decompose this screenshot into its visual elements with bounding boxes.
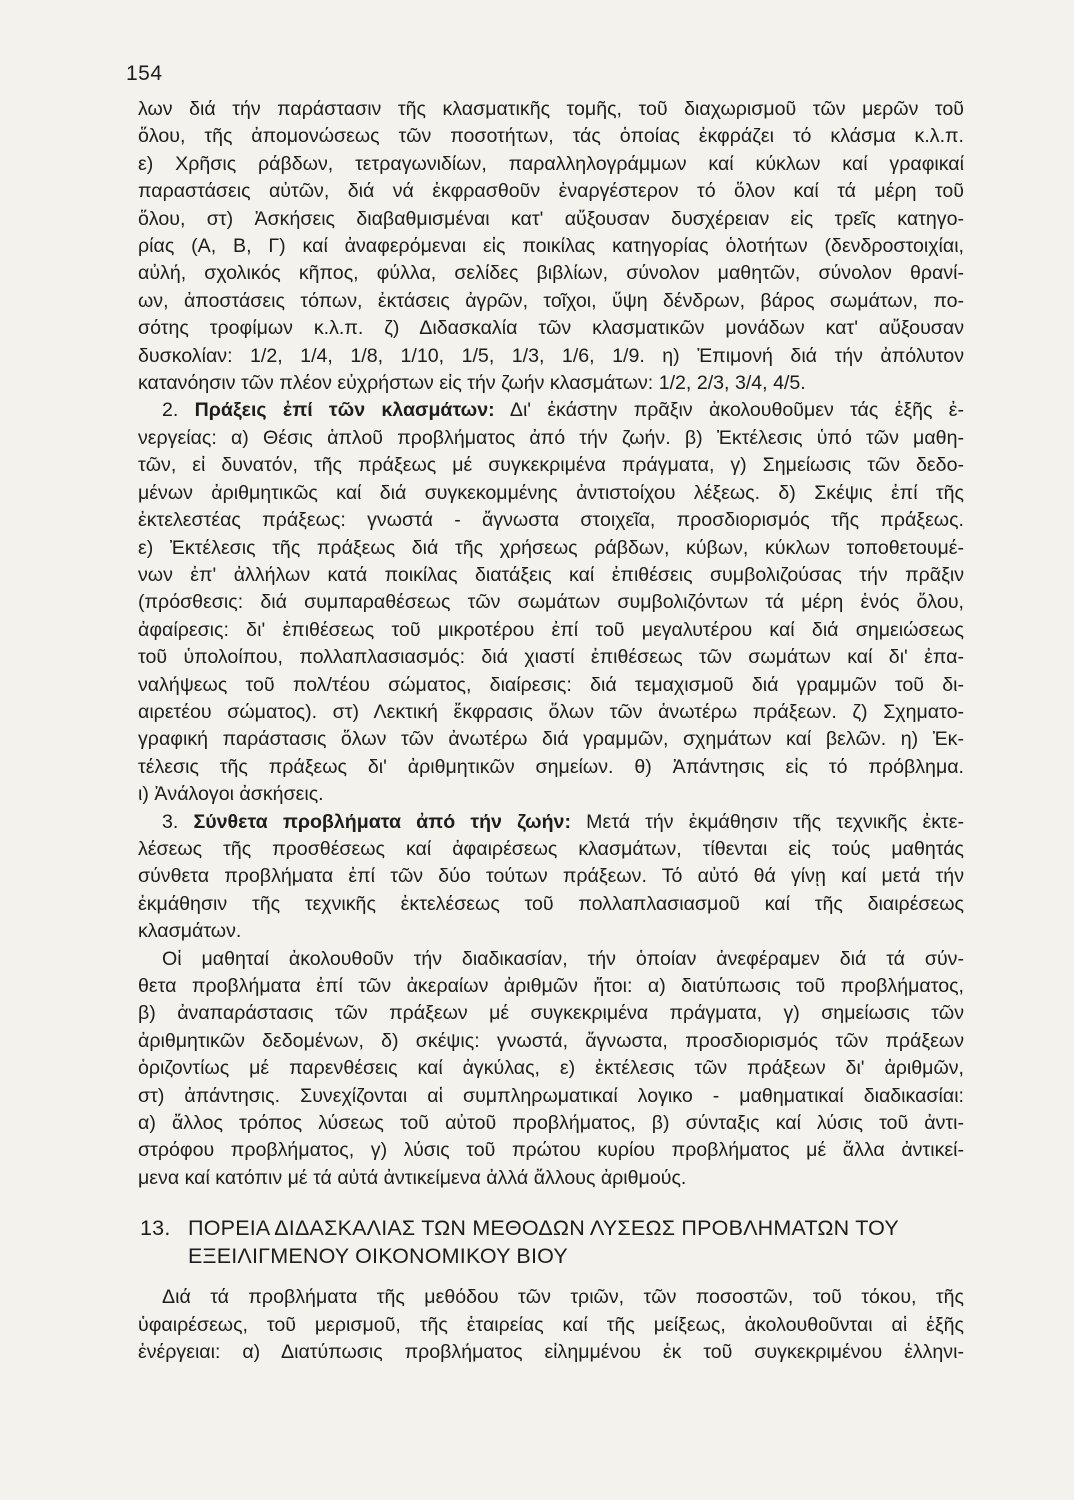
text-line: ἐκτελεστέας πράξεως: γνωστά - ἄγνωστα στοιχεῖα, προσδιορισμός τῆς πράξεως.	[138, 509, 964, 532]
text-line: ναλήψεως τοῦ πολ/τέου σώματος, διαίρεσις: διά τεμαχισμοῦ διά γραμμῶν τοῦ δι-	[138, 673, 964, 696]
text-line: ὅλου, στ) Ἀσκήσεις διαβαθμισμέναι κατ' αὔξουσαν δυσχέρειαν εἰς τρεῖς κατηγο-	[138, 207, 964, 230]
section-heading	[138, 1214, 964, 1270]
page-number: 154	[126, 62, 163, 85]
text-line: ἐκμάθησιν τῆς τεχνικῆς ἐκτελέσεως τοῦ πολλαπλασιασμοῦ καί τῆς διαιρέσεως	[138, 892, 964, 915]
text-line: κατανόησιν τῶν πλέον εὐχρήστων εἰς τήν ζωήν κλασμάτων: 1/2, 2/3, 3/4, 4/5.	[138, 372, 806, 395]
text-line: τέλεσις τῆς πράξεως δι' ἀριθμητικῶν σημείων. θ) Ἀπάντησις εἰς τό πρόβλημα.	[138, 755, 964, 778]
text-line: (πρόσθεσις: διά συμπαραθέσεως τῶν σωμάτων συμβολιζόντων τά μέρη ἑνός ὅλου,	[138, 591, 964, 614]
text-line: σότης τροφίμων κ.λ.π. ζ) Διδασκαλία τῶν κλασματικῶν μονάδων κατ' αὔξουσαν	[138, 317, 964, 340]
text-line: αιρετέου σώματος). στ) Λεκτική ἔκφρασις ὅλων τῶν ἀνωτέρω πράξεων. ζ) Σχηματο-	[138, 700, 964, 723]
text-line: λέσεως τῆς προσθέσεως καί ἀφαιρέσεως κλασμάτων, τίθενται εἰς τούς μαθητάς	[138, 837, 964, 860]
text-line: στ) ἀπάντησις. Συνεχίζονται αἱ συμπληρωματικαί λογικο - μαθηματικαί διαδικασίαι:	[138, 1084, 964, 1107]
paragraph-fractions-intro	[138, 96, 964, 397]
item-text: Μετά τήν ἐκμάθησιν τῆς τεχνικῆς ἐκτε-	[570, 810, 964, 833]
text-line: Οἱ μαθηταί ἀκολουθοῦν τήν διαδικασίαν, τήν ὁποίαν ἀνεφέραμεν διά τά σύν-	[162, 947, 964, 970]
text-line: στρόφου προβλήματος, γ) λύσις τοῦ πρώτου κυρίου προβλήματος μέ ἄλλα ἀντικεί-	[138, 1139, 964, 1162]
text-line: θετα προβλήματα ἐπί τῶν ἀκεραίων ἀριθμῶν ἤτοι: α) διατύπωσις τοῦ προβλήματος,	[138, 975, 964, 997]
section-spacer	[138, 1192, 964, 1214]
text-line: ρίας (Α, Β, Γ) καί ἀναφερόμεναι εἰς ποικίλας κατηγορίας ὁλοτήτων (δενδροστοιχίαι,	[138, 235, 964, 258]
text-line: νων ἐπ' ἀλλήλων κατά ποικίλας διατάξεις καί ἐπιθέσεις συμβολιζούσας τήν πρᾶξιν	[138, 563, 964, 586]
item-number: 2.	[162, 399, 179, 422]
text-line: ὑφαιρέσεως, τοῦ μερισμοῦ, τῆς ἑταιρείας καί τῆς μείξεως, ἀκολουθοῦνται αἱ ἑξῆς	[138, 1313, 964, 1336]
text-line: ἀφαίρεσις: δι' ἐπιθέσεως τοῦ μικροτέρου ἐπί τοῦ μεγαλυτέρου καί διά σημειώσεως	[138, 618, 964, 641]
text-line: σύνθετα προβλήματα ἐπί τῶν δύο τούτων πράξεων. Τό αὐτό θά γίνῃ καί μετά τήν	[138, 865, 964, 888]
text-line: λων διά τήν παράστασιν τῆς κλασματικῆς τομῆς, τοῦ διαχωρισμοῦ τῶν μερῶν τοῦ	[138, 98, 964, 120]
item-number: 3.	[162, 810, 179, 833]
text-line: ὁριζοντίως μέ παρενθέσεις καί ἀγκύλας, ε) ἐκτέλεσις τῶν πράξεων δι' ἀριθμῶν,	[138, 1057, 964, 1080]
paragraph-complex-problems	[138, 809, 964, 946]
text-line: ων, ἀποστάσεις τόπων, ἐκτάσεις ἀγρῶν, τοῖχοι, ὕψη δένδρων, βάρος σωμάτων, πο-	[138, 289, 964, 312]
paragraph-operations	[138, 397, 964, 808]
section-spacer	[138, 1270, 964, 1284]
text-line: μένων ἀριθμητικῶς καί διά συγκεκομμένης ἀντιστοίχου λέξεως. δ) Σκέψις ἐπί τῆς	[138, 481, 964, 504]
body-text	[138, 96, 964, 1366]
item-title: Πράξεις ἐπί τῶν κλασμάτων:	[194, 399, 495, 422]
paragraph-economic-problems	[138, 1284, 964, 1366]
text-line: γραφική παράστασις ὅλων τῶν ἀνωτέρω διά γραμμῶν, σχημάτων καί βελῶν. η) Ἐκ-	[138, 728, 964, 751]
text-line: παραστάσεις αὐτῶν, διά νά ἐκφρασθοῦν ἐναργέστερον τό ὅλον καί τά μέρη τοῦ	[138, 180, 964, 203]
text-line: α) ἄλλος τρόπος λύσεως τοῦ αὐτοῦ προβλήματος, β) σύνταξις καί λύσις τοῦ ἀντι-	[138, 1112, 964, 1135]
heading-line	[138, 1214, 964, 1242]
text-line: αὐλή, σχολικός κῆπος, φύλλα, σελίδες βιβλίων, σύνολον μαθητῶν, σύνολον θρανί-	[138, 262, 964, 285]
paragraph-procedure	[138, 946, 964, 1193]
item-title: Σύνθετα προβλήματα ἀπό τήν ζωήν:	[193, 810, 571, 833]
text-line: δυσκολίαν: 1/2, 1/4, 1/8, 1/10, 1/5, 1/3, 1/6, 1/9. η) Ἐπιμονή διά τήν ἀπόλυτον	[138, 344, 964, 367]
text-line: κλασμάτων.	[138, 920, 242, 943]
text-line	[138, 809, 964, 836]
section-title-line2: ΕΞΕΙΛΙΓΜΕΝΟΥ ΟΙΚΟΝΟΜΙΚΟΥ ΒΙΟΥ	[188, 1244, 568, 1269]
text-line: ι) Ἀνάλογοι ἀσκήσεις.	[138, 783, 324, 806]
text-line	[138, 397, 964, 424]
text-line: ἐνέργειαι: α) Διατύπωσις προβλήματος εἰλημμένου ἐκ τοῦ συγκεκριμένου ἑλληνι-	[138, 1341, 964, 1364]
text-line: ε) Χρῆσις ράβδων, τετραγωνιδίων, παραλληλογράμμων καί κύκλων καί γραφικαί	[138, 152, 964, 175]
text-line: Διά τά προβλήματα τῆς μεθόδου τῶν τριῶν, τῶν ποσοστῶν, τοῦ τόκου, τῆς	[162, 1286, 964, 1309]
text-line: μενα καί κατόπιν μέ τά αὐτά ἀντικείμενα ἀλλά ἄλλους ἀριθμούς.	[138, 1166, 687, 1189]
section-title-line1: ΠΟΡΕΙΑ ΔΙΔΑΣΚΑΛΙΑΣ ΤΩΝ ΜΕΘΟΔΩΝ ΛΥΣΕΩΣ ΠΡΟΒΛΗΜΑΤΩΝ ΤΟΥ	[188, 1216, 899, 1241]
section-number: 13.	[140, 1216, 171, 1241]
text-line: τοῦ ὑπολοίπου, πολλαπλασιασμός: διά χιαστί ἐπιθέσεως τῶν σωμάτων καί δι' ἐπα-	[138, 646, 964, 669]
text-line: νεργείας: α) Θέσις ἁπλοῦ προβλήματος ἀπό τήν ζωήν. β) Ἐκτέλεσις ὑπό τῶν μαθη-	[138, 426, 964, 449]
text-line: ε) Ἐκτέλεσις τῆς πράξεως διά τῆς χρήσεως ράβδων, κύβων, κύκλων τοποθετουμέ-	[138, 536, 964, 559]
text-line: β) ἀναπαράστασις τῶν πράξεων μέ συγκεκριμένα πράγματα, γ) σημείωσις τῶν	[138, 1002, 964, 1025]
text-line: ὅλου, τῆς ἀπομονώσεως τῶν ποσοτήτων, τάς ὁποίας ἐκφράζει τό κλάσμα κ.λ.π.	[138, 125, 964, 148]
text-line: ἀριθμητικῶν δεδομένων, δ) σκέψις: γνωστά, ἄγνωστα, προσδιορισμός τῶν πράξεων	[138, 1029, 964, 1052]
text-line: τῶν, εἰ δυνατόν, τῆς πράξεως μέ συγκεκριμένα πράγματα, γ) Σημείωσις τῶν δεδο-	[138, 454, 964, 477]
item-text: Δι' ἑκάστην πρᾶξιν ἀκολουθοῦμεν τάς ἑξῆς ἐ-	[494, 399, 965, 422]
